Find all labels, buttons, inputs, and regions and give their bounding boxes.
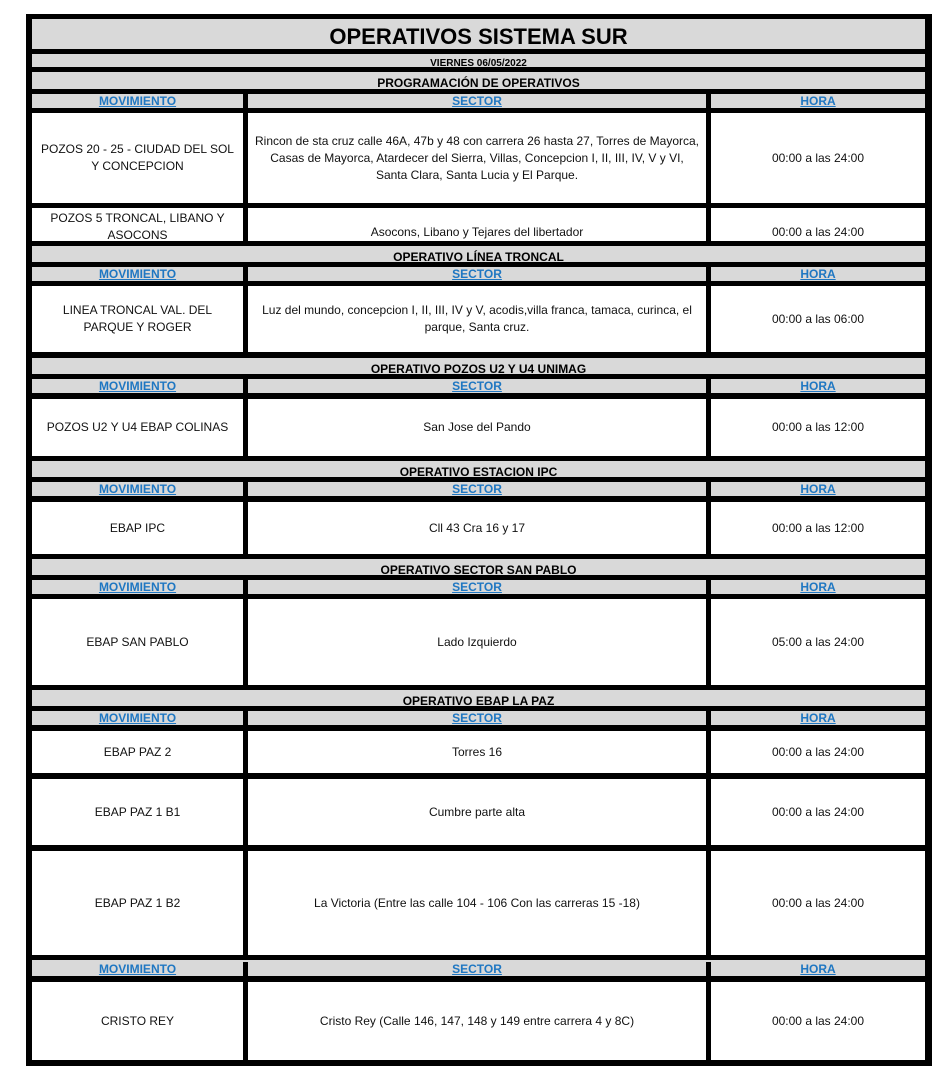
sector-cell: Rincon de sta cruz calle 46A, 47b y 48 con carrera 26 hasta 27, Torres de Mayorca, Casas de Mayorca, Atardecer del Sierra, Villas, Concepcion I, II, III, IV, V y VI, Santa Clara, Santa Lucia y El Parque. [248,113,706,203]
movimiento-cell: POZOS 20 - 25 - CIUDAD DEL SOL Y CONCEPCION [32,113,243,203]
hora-cell: 00:00 a las 24:00 [711,113,925,203]
sector-cell: La Victoria (Entre las calle 104 - 106 Con las carreras 15 -18) [248,851,706,955]
movimiento-cell: EBAP PAZ 2 [32,731,243,773]
hora-cell: 00:00 a las 12:00 [711,399,925,456]
section-heading: PROGRAMACIÓN DE OPERATIVOS [32,72,925,89]
column-header-sector: SECTOR [248,482,706,496]
column-header-hora: HORA [711,482,925,496]
movimiento-cell: EBAP PAZ 1 B1 [32,779,243,845]
movimiento-cell: CRISTO REY [32,982,243,1060]
sector-cell: Asocons, Libano y Tejares del libertador [248,208,706,241]
sheet-title: OPERATIVOS SISTEMA SUR [32,19,925,49]
movimiento-cell: EBAP IPC [32,502,243,554]
column-header-sector: SECTOR [248,94,706,108]
section-heading: OPERATIVO ESTACION IPC [32,461,925,477]
section-heading: OPERATIVO SECTOR SAN PABLO [32,559,925,575]
sector-cell: Cll 43 Cra 16 y 17 [248,502,706,554]
column-header-movimiento: MOVIMIENTO [32,711,243,725]
column-header-movimiento: MOVIMIENTO [32,379,243,393]
column-header-hora: HORA [711,267,925,281]
movimiento-cell: EBAP PAZ 1 B2 [32,851,243,955]
column-header-movimiento: MOVIMIENTO [32,962,243,976]
date-line: VIERNES 06/05/2022 [32,54,925,67]
column-header-hora: HORA [711,962,925,976]
hora-cell: 00:00 a las 24:00 [711,851,925,955]
section-heading: OPERATIVO LÍNEA TRONCAL [32,246,925,262]
movimiento-cell: POZOS 5 TRONCAL, LIBANO Y ASOCONS [32,208,243,241]
hora-cell: 00:00 a las 24:00 [711,982,925,1060]
hora-cell: 00:00 a las 24:00 [711,779,925,845]
movimiento-cell: POZOS U2 Y U4 EBAP COLINAS [32,399,243,456]
column-header-sector: SECTOR [248,580,706,594]
section-heading: OPERATIVO POZOS U2 Y U4 UNIMAG [32,358,925,374]
column-header-hora: HORA [711,94,925,108]
column-header-sector: SECTOR [248,267,706,281]
column-header-sector: SECTOR [248,711,706,725]
column-header-hora: HORA [711,580,925,594]
operativos-table [26,14,932,1066]
column-header-sector: SECTOR [248,962,706,976]
hora-cell: 05:00 a las 24:00 [711,599,925,685]
sector-cell: Cumbre parte alta [248,779,706,845]
column-header-movimiento: MOVIMIENTO [32,482,243,496]
movimiento-cell: EBAP SAN PABLO [32,599,243,685]
hora-cell: 00:00 a las 24:00 [711,731,925,773]
sector-cell: Luz del mundo, concepcion I, II, III, IV y V, acodis,villa franca, tamaca, curinca, el parque, Santa cruz. [248,286,706,352]
column-header-movimiento: MOVIMIENTO [32,267,243,281]
column-header-sector: SECTOR [248,379,706,393]
hora-cell: 00:00 a las 24:00 [711,208,925,241]
sector-cell: Torres 16 [248,731,706,773]
column-header-movimiento: MOVIMIENTO [32,580,243,594]
column-header-hora: HORA [711,711,925,725]
column-header-hora: HORA [711,379,925,393]
column-header-movimiento: MOVIMIENTO [32,94,243,108]
movimiento-cell: LINEA TRONCAL VAL. DEL PARQUE Y ROGER [32,286,243,352]
sector-cell: Lado Izquierdo [248,599,706,685]
hora-cell: 00:00 a las 06:00 [711,286,925,352]
hora-cell: 00:00 a las 12:00 [711,502,925,554]
section-heading: OPERATIVO EBAP LA PAZ [32,690,925,706]
sector-cell: Cristo Rey (Calle 146, 147, 148 y 149 entre carrera 4 y 8C) [248,982,706,1060]
sector-cell: San Jose del Pando [248,399,706,456]
